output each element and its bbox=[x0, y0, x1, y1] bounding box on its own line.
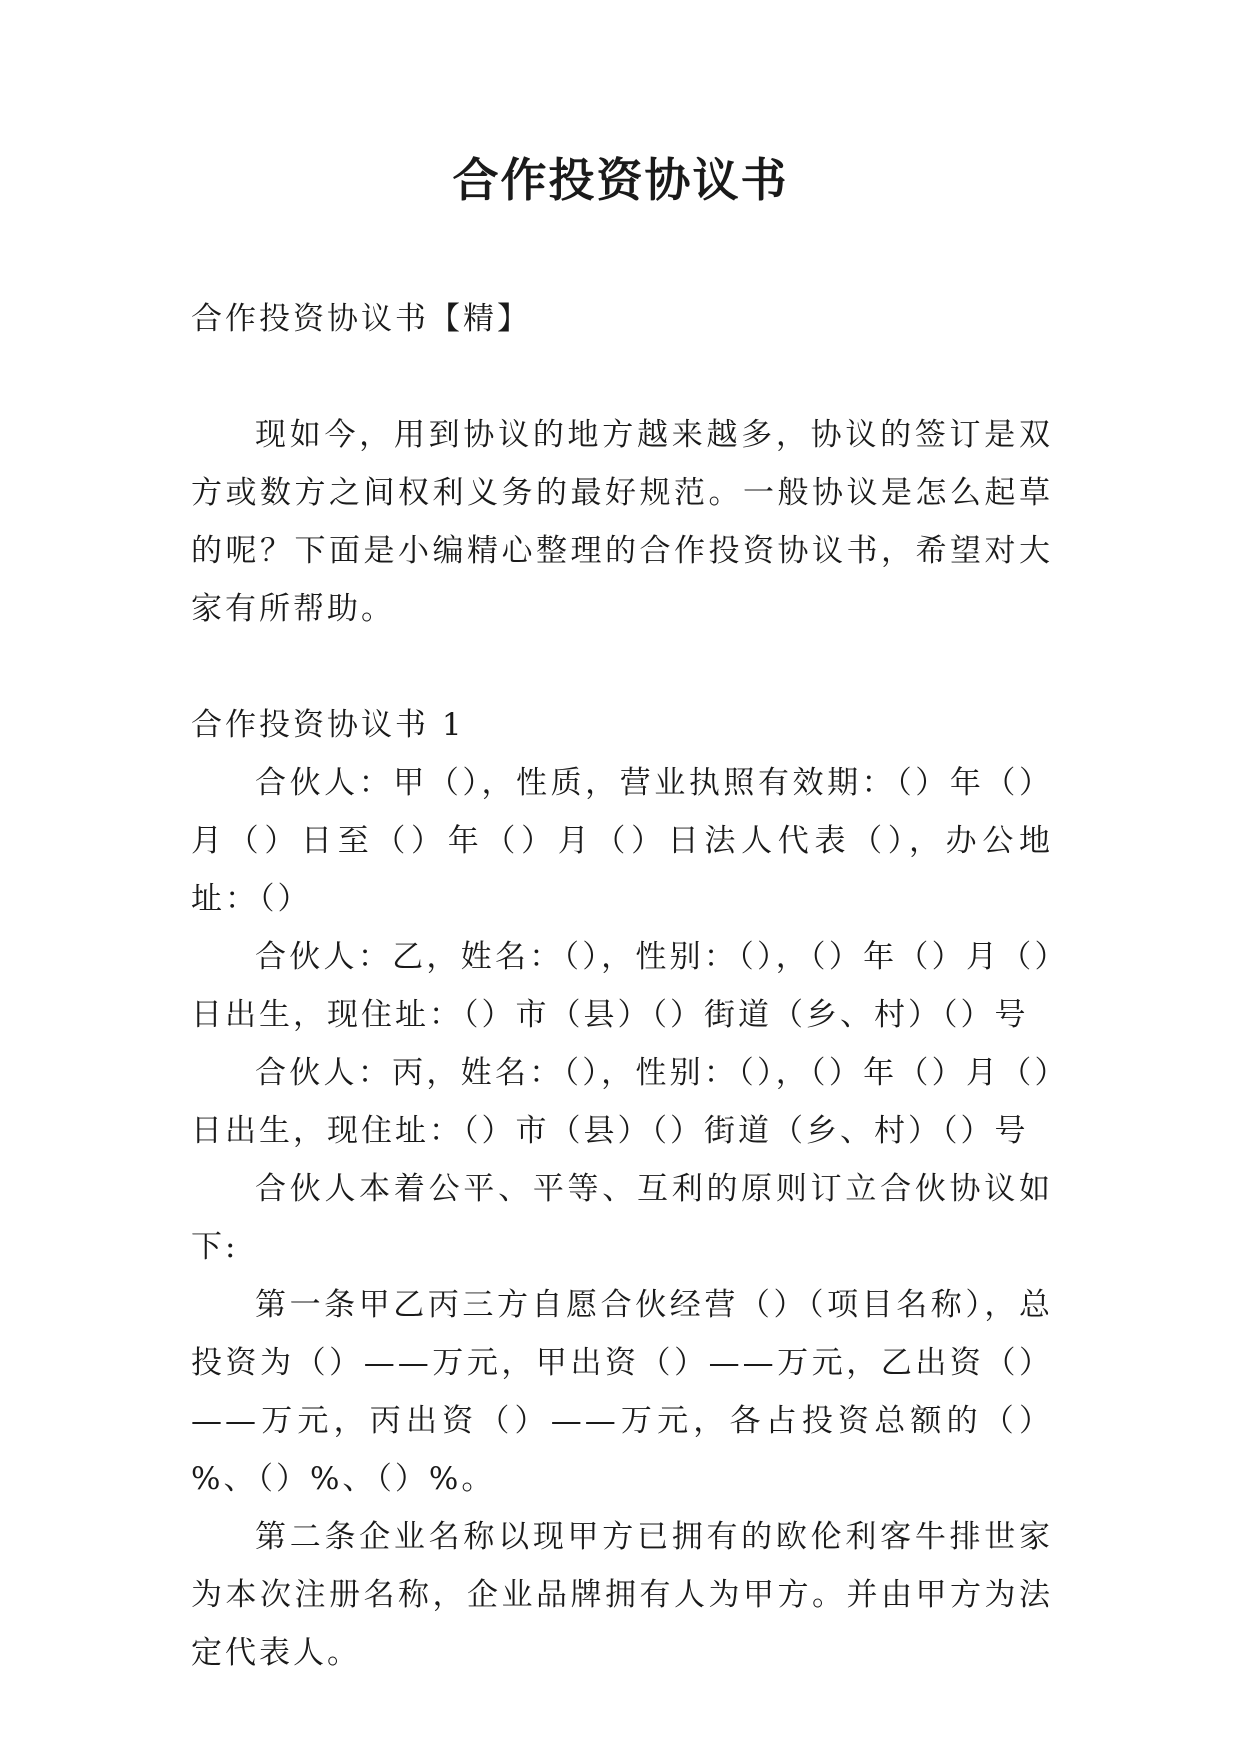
article-2-paragraph: 第二条企业名称以现甲方已拥有的欧伦利客牛排世家为本次注册名称，企业品牌拥有人为甲方。并由甲方为法定代表人。 bbox=[191, 1519, 1053, 1671]
document-subtitle: 合作投资协议书【精】 bbox=[191, 301, 531, 337]
article-1-paragraph: 第一条甲乙丙三方自愿合伙经营（）（项目名称），总投资为（）——万元，甲出资（）——万元，乙出资（）——万元，丙出资（）——万元，各占投资总额的（）%、（）%、（）%。 bbox=[191, 1287, 1053, 1497]
principle-paragraph: 合伙人本着公平、平等、互利的原则订立合伙协议如下: bbox=[191, 1171, 1053, 1265]
document-title: 合作投资协议书 bbox=[452, 153, 789, 207]
spacer bbox=[191, 638, 1053, 696]
intro-paragraph: 现如今，用到协议的地方越来越多，协议的签订是双方或数方之间权利义务的最好规范。一般协议是怎么起草的呢？下面是小编精心整理的合作投资协议书，希望对大家有所帮助。 bbox=[191, 417, 1053, 627]
partner-c-paragraph: 合伙人：丙，姓名：（），性别：（），（）年（）月（）日出生，现住址：（）市（县）（）街道（乡、村）（）号 bbox=[191, 1055, 1053, 1149]
partner-b-paragraph: 合伙人：乙，姓名：（），性别：（），（）年（）月（）日出生，现住址：（）市（县）（）街道（乡、村）（）号 bbox=[191, 939, 1053, 1033]
document-body bbox=[191, 290, 1053, 1682]
spacer bbox=[191, 348, 1053, 406]
section-heading: 合作投资协议书 1 bbox=[191, 707, 465, 743]
partner-a-paragraph: 合伙人：甲（），性质，营业执照有效期：（）年（）月（）日至（）年（）月（）日法人代表（），办公地址：（） bbox=[191, 765, 1053, 917]
